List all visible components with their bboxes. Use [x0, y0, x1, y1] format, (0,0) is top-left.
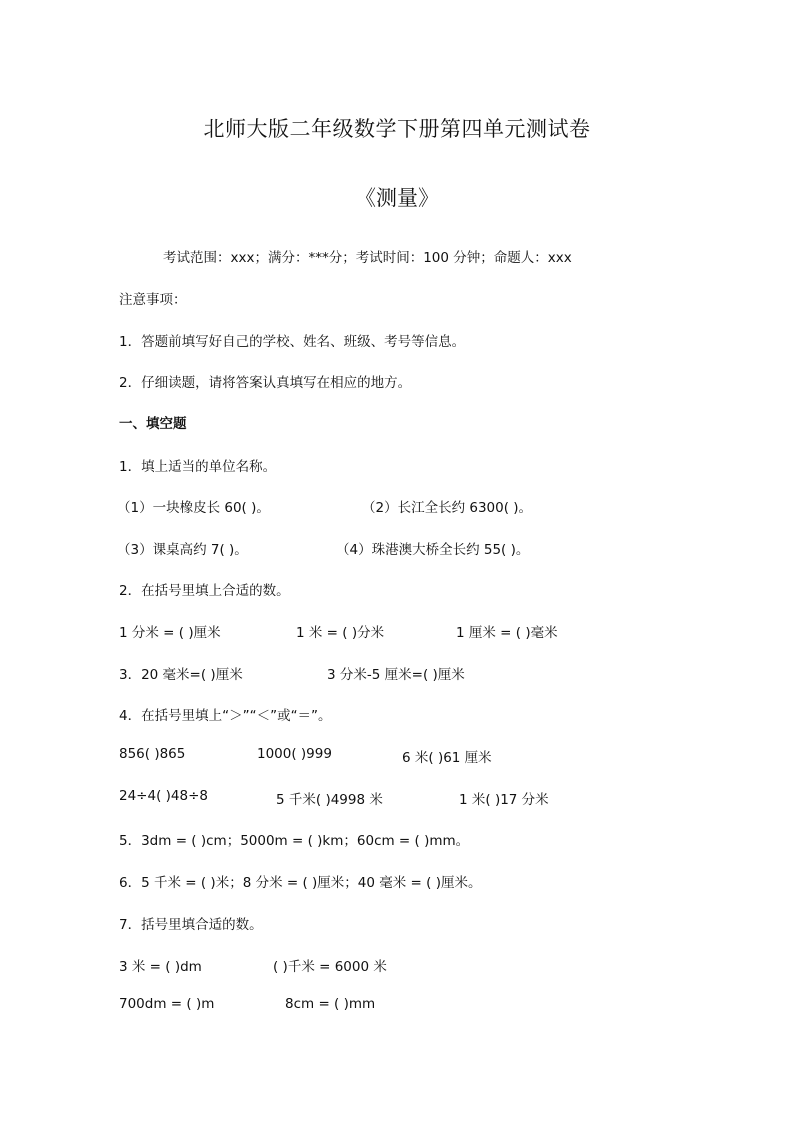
question-4-item-2: 1000( )999 [257, 746, 332, 762]
question-7-item-4: 8cm = ( )mm [285, 996, 376, 1012]
exam-info: 考试范围：xxx；满分：***分；考试时间：100 分钟；命题人：xxx [163, 250, 572, 266]
question-2-item-2: 1 米 = ( )分米 [296, 625, 385, 641]
note-item-2: 2．仔细读题，请将答案认真填写在相应的地方。 [119, 375, 412, 391]
question-6: 6．5 千米 = ( )米；8 分米 = ( )厘米；40 毫米 = ( )厘米。 [119, 875, 482, 891]
question-4-item-1: 856( )865 [119, 746, 186, 762]
question-4-stem: 4．在括号里填上“＞”“＜”或“＝”。 [119, 708, 332, 724]
question-2-item-3: 1 厘米 = ( )毫米 [456, 625, 558, 641]
question-2-item-1: 1 分米 = ( )厘米 [119, 625, 221, 641]
question-3-item-1: 3．20 毫米=( )厘米 [119, 667, 243, 683]
question-5: 5．3dm = ( )cm；5000m = ( )km；60cm = ( )mm。 [119, 833, 470, 849]
question-1-stem: 1．填上适当的单位名称。 [119, 459, 277, 475]
question-1-item-3: （3）课桌高约 7( )。 [117, 542, 248, 558]
question-7-item-1: 3 米 = ( )dm [119, 959, 202, 975]
question-1-item-2: （2）长江全长约 6300( )。 [362, 500, 533, 516]
question-7-stem: 7．括号里填合适的数。 [119, 917, 263, 933]
question-3-item-2: 3 分米-5 厘米=( )厘米 [327, 667, 465, 683]
question-4-item-5: 5 千米( )4998 米 [276, 792, 383, 808]
question-4-item-6: 1 米( )17 分米 [459, 792, 549, 808]
section-heading-fill-blank: 一、填空题 [119, 416, 187, 432]
question-1-item-4: （4）珠港澳大桥全长约 55( )。 [336, 542, 530, 558]
note-item-1: 1．答题前填写好自己的学校、姓名、班级、考号等信息。 [119, 334, 466, 350]
question-4-item-3: 6 米( )61 厘米 [402, 750, 492, 766]
page-subtitle: 《测量》 [355, 186, 439, 210]
question-2-stem: 2．在括号里填上合适的数。 [119, 583, 290, 599]
page-title: 北师大版二年级数学下册第四单元测试卷 [203, 117, 591, 141]
question-7-item-3: 700dm = ( )m [119, 996, 215, 1012]
question-4-item-4: 24÷4( )48÷8 [119, 788, 208, 804]
question-1-item-1: （1）一块橡皮长 60( )。 [117, 500, 270, 516]
notes-heading: 注意事项： [119, 292, 187, 308]
question-7-item-2: ( )千米 = 6000 米 [273, 959, 387, 975]
